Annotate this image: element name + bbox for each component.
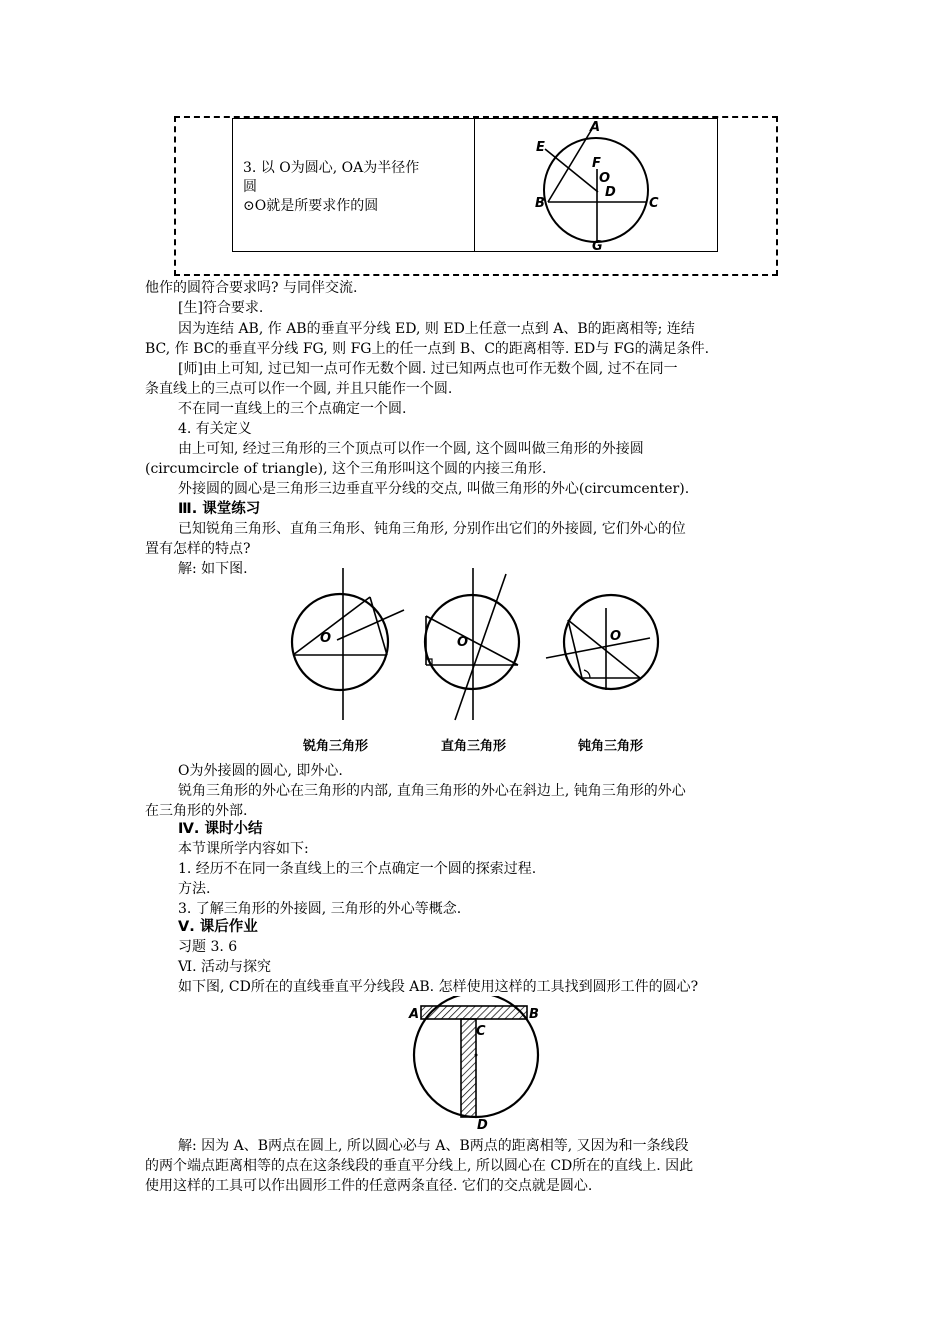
section-4-line-2: 1. 经历不在同一条直线上的三个点确定一个圆的探索过程. — [178, 861, 537, 877]
section-5-heading: Ⅴ. 课后作业 — [178, 919, 258, 935]
section-6-heading: Ⅵ. 活动与探究 — [178, 959, 271, 975]
tool-label-c: C — [476, 1024, 486, 1039]
section-4-heading: Ⅳ. 课时小结 — [178, 821, 263, 837]
text-line-10: (circumcircle of triangle), 这个三角形叫这个圆的内接三角形. — [145, 461, 547, 477]
tool-figure — [400, 996, 560, 1130]
section-3-answer: 解: 如下图. — [178, 561, 248, 577]
text-line-6: 条直线上的三点可以作一个圆, 并且只能作一个圆. — [145, 381, 453, 397]
fig-label-b: B — [535, 196, 545, 211]
section-6-question: 如下图, CD所在的直线垂直平分线段 AB. 怎样使用这样的工具找到圆形工件的圆心? — [178, 979, 699, 995]
construction-figure — [475, 119, 717, 251]
step-text-3: ⊙O就是所要求作的圆 — [243, 198, 379, 214]
section-3-after-3: 在三角形的外部. — [145, 803, 248, 819]
section-3-after-1: O为外接圆的圆心, 即外心. — [178, 763, 343, 779]
triangles-figure — [280, 560, 680, 728]
acute-figure — [292, 568, 404, 720]
section-6-answer-2: 的两个端点距离相等的点在这条线段的垂直平分线上, 所以圆心在 CD所在的直线上. 因此 — [145, 1158, 694, 1174]
section-3-heading: Ⅲ. 课堂练习 — [178, 501, 261, 517]
caption-right: 直角三角形 — [441, 739, 507, 754]
fig-label-e: E — [536, 140, 545, 155]
fig-label-a: A — [590, 120, 601, 135]
right-label-o: O — [457, 635, 469, 650]
text-line-4: BC, 作 BC的垂直平分线 FG, 则 FG上的任一点到 B、C的距离相等. ED与 FG的满足条件. — [145, 341, 710, 357]
tool-label-b: B — [529, 1007, 539, 1022]
step-text-2: 圆 — [243, 179, 257, 195]
fig-label-o: O — [599, 171, 611, 186]
right-figure — [425, 568, 519, 720]
fig-label-f: F — [592, 156, 601, 171]
tool-label-a: A — [409, 1007, 420, 1022]
section-4-line-4: 3. 了解三角形的外接圆, 三角形的外心等概念. — [178, 901, 462, 917]
section-6-answer-3: 使用这样的工具可以作出圆形工件的任意两条直径. 它们的交点就是圆心. — [145, 1178, 593, 1194]
step-text-1: 3. 以 O为圆心, OA为半径作 — [243, 160, 420, 176]
fig-chord-ba — [548, 129, 592, 202]
obtuse-figure — [546, 595, 658, 690]
fig-line-ed — [545, 149, 598, 192]
caption-acute: 锐角三角形 — [303, 739, 369, 754]
section-6-answer-1: 解: 因为 A、B两点在圆上, 所以圆心必与 A、B两点的距离相等, 又因为和一条线段 — [178, 1138, 689, 1154]
fig-label-c: C — [649, 196, 659, 211]
construction-table — [232, 118, 718, 252]
section-4-line-3: 方法. — [178, 881, 211, 897]
section-4-line-1: 本节课所学内容如下: — [178, 841, 309, 857]
text-line-5: [师]由上可知, 过已知一点可作无数个圆. 过已知两点也可作无数个圆, 过不在同一 — [178, 361, 678, 377]
section-3-after-2: 锐角三角形的外心在三角形的内部, 直角三角形的外心在斜边上, 钝角三角形的外心 — [178, 783, 686, 799]
text-line-3: 因为连结 AB, 作 AB的垂直平分线 ED, 则 ED上任意一点到 A、B的距离相等; 连结 — [178, 321, 695, 337]
tool-stem — [461, 1019, 476, 1117]
tool-label-d: D — [477, 1118, 488, 1130]
text-line-1: 他作的圆符合要求吗? 与同伴交流. — [145, 280, 358, 296]
obtuse-label-o: O — [610, 629, 622, 644]
fig-label-d: D — [605, 185, 616, 200]
acute-label-o: O — [320, 631, 332, 646]
text-line-9: 由上可知, 经过三角形的三个顶点可以作一个圆, 这个圆叫做三角形的外接圆 — [178, 441, 644, 457]
fig-label-g: G — [592, 239, 603, 251]
text-line-2: [生]符合要求. — [178, 300, 264, 316]
tool-bar — [421, 1006, 527, 1019]
caption-obtuse: 钝角三角形 — [578, 739, 644, 754]
text-line-11: 外接圆的圆心是三角形三边垂直平分线的交点, 叫做三角形的外心(circumcenter). — [178, 481, 690, 497]
section-5-line-1: 习题 3. 6 — [178, 939, 238, 955]
text-line-8: 4. 有关定义 — [178, 421, 252, 437]
text-line-7: 不在同一直线上的三个点确定一个圆. — [178, 401, 407, 417]
section-3-question-1: 已知锐角三角形、直角三角形、钝角三角形, 分别作出它们的外接圆, 它们外心的位 — [178, 521, 686, 537]
section-3-question-2: 置有怎样的特点? — [145, 541, 251, 557]
